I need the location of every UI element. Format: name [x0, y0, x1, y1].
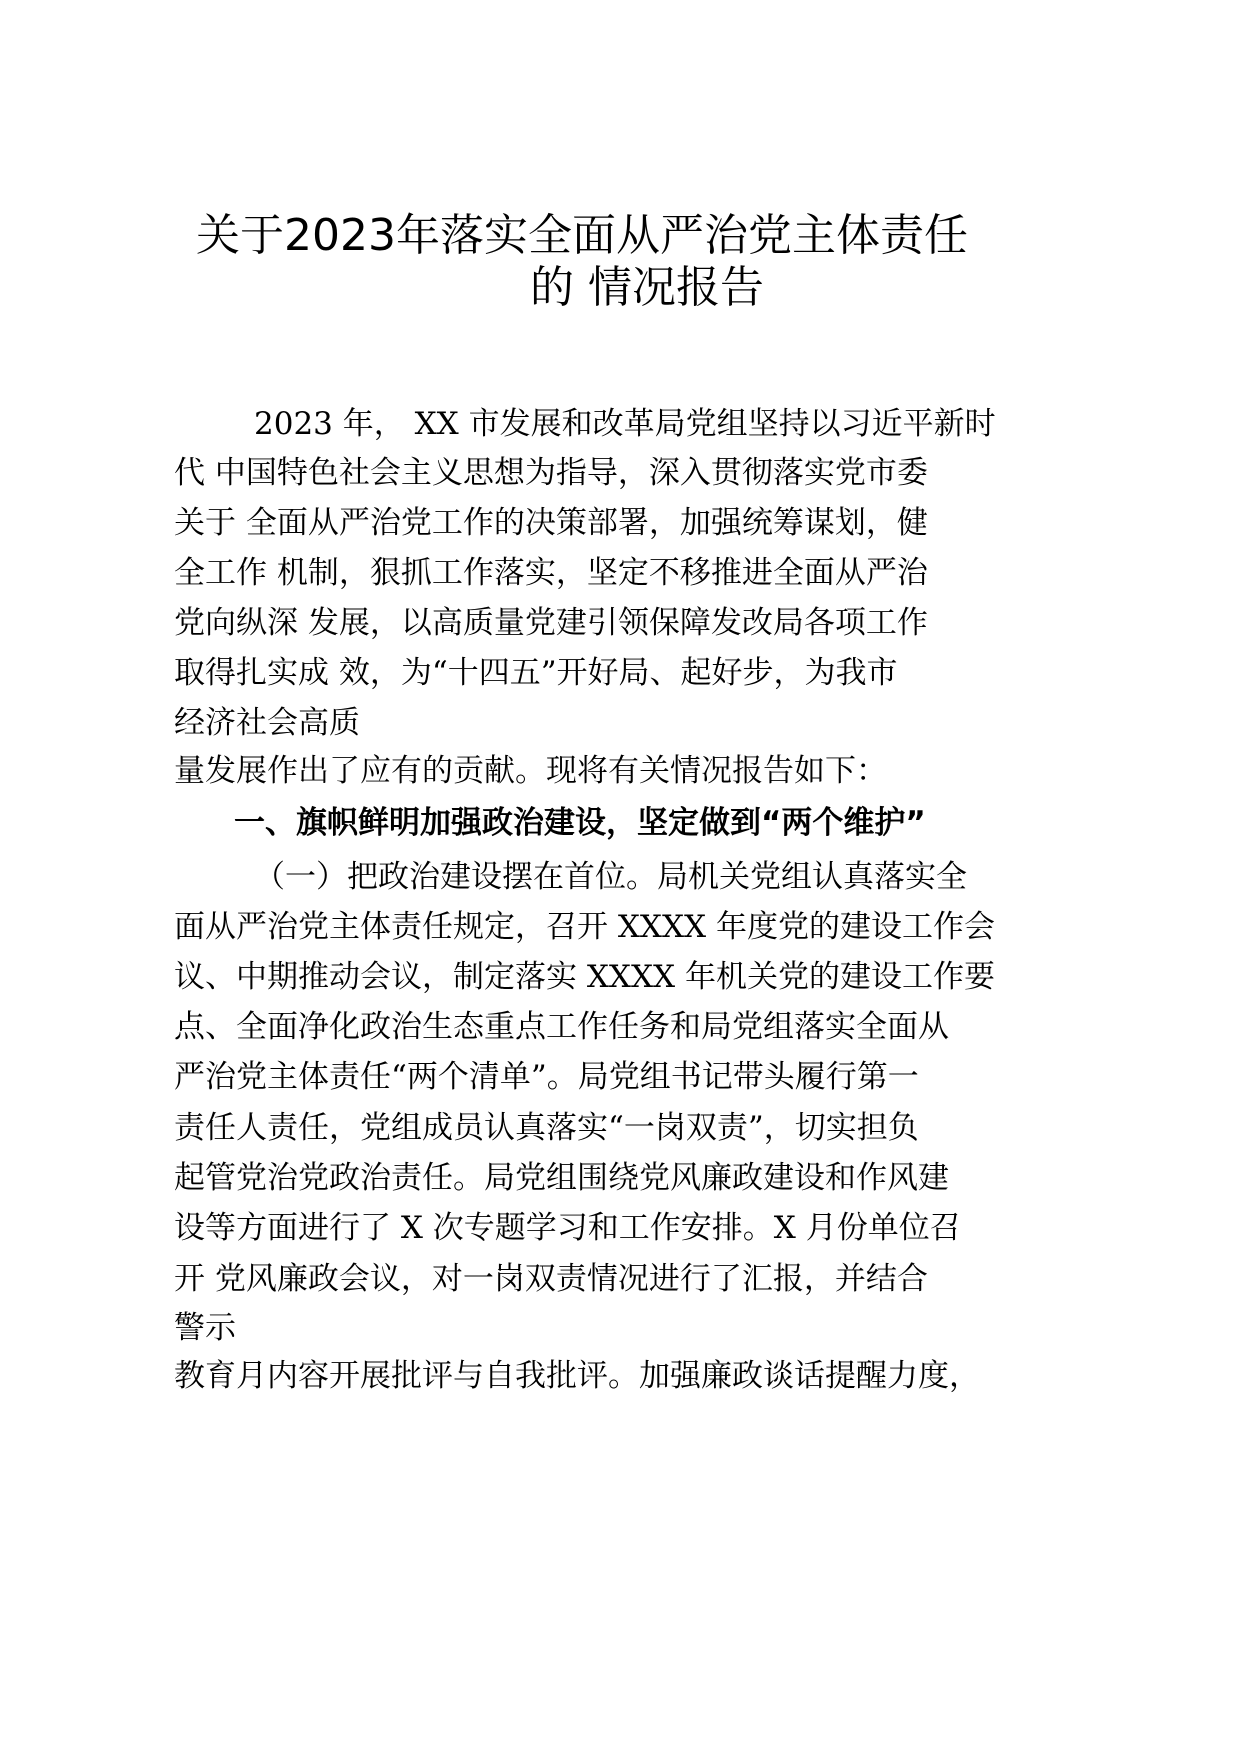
para-line-3: 议、中期推动会议，制定落实 XXXX 年机关党的建设工作要	[174, 959, 995, 995]
para-line-5: 严治党主体责任“两个清单”。局党组书记带头履行第一	[174, 1059, 919, 1095]
para-line-6: 责任人责任，党组成员认真落实“一岗双责”，切实担负	[174, 1110, 919, 1146]
intro-line-6: 取得扎实成 效，为“十四五”开好局、起好步，为我市	[174, 655, 898, 691]
para-line-10: 警示	[174, 1310, 236, 1346]
intro-line-5: 党向纵深 发展，以高质量党建引领保障发改局各项工作	[174, 605, 928, 641]
para-line-7: 起管党治党政治责任。局党组围绕党风廉政建设和作风建	[174, 1160, 949, 1196]
intro-line-3: 关于 全面从严治党工作的决策部署，加强统筹谋划，健	[174, 505, 928, 541]
para-line-8: 设等方面进行了 X 次专题学习和工作安排。X 月份单位召	[174, 1210, 961, 1246]
document-title-line-2: 的 情况报告	[530, 262, 764, 313]
para-line-1: （一）把政治建设摆在首位。局机关党组认真落实全	[254, 859, 967, 895]
para-line-2: 面从严治党主体责任规定，召开 XXXX 年度党的建设工作会	[174, 909, 995, 945]
para-line-11: 教育月内容开展批评与自我批评。加强廉政谈话提醒力度，	[174, 1358, 980, 1394]
para-line-9: 开 党风廉政会议，对一岗双责情况进行了汇报，并结合	[174, 1261, 928, 1297]
para-line-4: 点、全面净化政治生态重点工作任务和局党组落实全面从	[174, 1009, 949, 1045]
document-title-line-1: 关于2023年落实全面从严治党主体责任	[196, 210, 968, 261]
intro-line-7: 经济社会高质	[174, 705, 360, 741]
intro-line-4: 全工作 机制，狠抓工作落实，坚定不移推进全面从严治	[174, 555, 928, 591]
intro-line-1: 2023 年， XX 市发展和改革局党组坚持以习近平新时	[254, 406, 996, 442]
section-heading-1: 一、旗帜鲜明加强政治建设，坚定做到“两个维护”	[234, 805, 926, 841]
intro-line-2: 代 中国特色社会主义思想为指导，深入贯彻落实党市委	[174, 455, 928, 491]
intro-line-8: 量发展作出了应有的贡献。现将有关情况报告如下：	[174, 753, 887, 789]
